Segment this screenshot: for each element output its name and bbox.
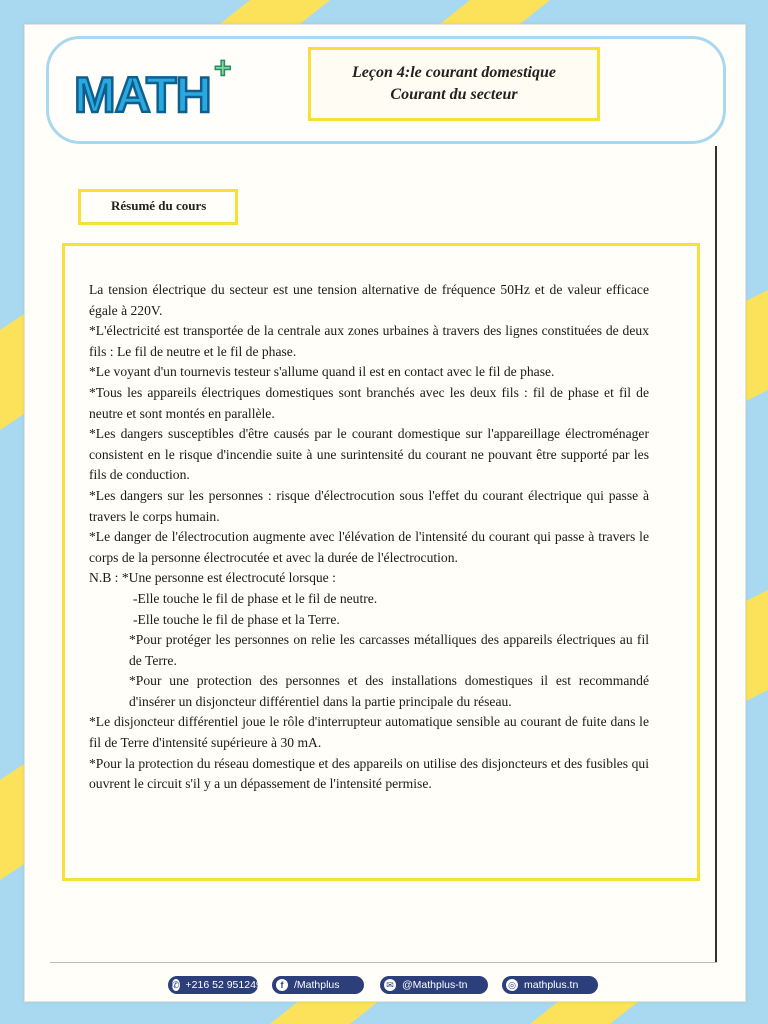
summary-heading-box (78, 189, 238, 225)
paragraph: *Pour une protection des personnes et des installations domestiques il est recommandé d'insérer un disjoncteur différentiel dans la partie principale du réseau. (129, 673, 649, 709)
paragraph: La tension électrique du secteur est une tension alternative de fréquence 50Hz et de valeur efficace égale à 220V. (89, 282, 649, 318)
paragraph: *Les dangers sur les personnes : risque d'électrocution sous l'effet du courant électrique qui passe à travers le corps humain. (89, 487, 649, 524)
paragraph: *Pour la protection du réseau domestique et des appareils on utilise des disjoncteurs et des fusibles qui ouvrent le circuit s'il y a un dépassement de l'intensité permise. (89, 755, 649, 792)
paragraph: *Les dangers susceptibles d'être causés par le courant domestique sur l'appareillage électroménager consistent en le risque d'incendie suite à une surintensité du courant ne pouvant être supporté par les fils de conduction. (89, 426, 649, 483)
paragraph: *L'électricité est transportée de la centrale aux zones urbaines à travers des lignes constituées de deux fils : Le fil de neutre et le fil de phase. (89, 323, 649, 359)
footer-contacts (0, 976, 768, 998)
right-border-line (715, 146, 717, 962)
nb-paragraph: N.B : *Une personne est électrocuté lorsque : (89, 570, 336, 586)
messenger-icon: ✉ (384, 979, 396, 991)
summary-heading: Résumé du cours (111, 198, 207, 213)
phone-number: +216 52 951249 (185, 979, 262, 991)
course-summary-text (89, 280, 649, 795)
paragraph: *Pour protéger les personnes on relie les carcasses métalliques des appareils électriques au fil de Terre. (129, 632, 649, 668)
whatsapp-icon: ✆ (172, 980, 180, 990)
phone-pill[interactable] (168, 976, 262, 994)
paragraph: *Le danger de l'électrocution augmente avec l'élévation de l'intensité du courant qui passe à travers le corps de la personne électrocutée et avec la durée de l'électrocution. (89, 529, 649, 565)
website-pill[interactable] (502, 976, 598, 994)
facebook-icon: f (276, 979, 288, 991)
nb-item: -Elle touche le fil de phase et le fil de neutre. (133, 590, 378, 606)
paragraph: *Tous les appareils électriques domestiques sont branchés avec les deux fils : fil de phase et fil de neutre et sont montés en parallèle. (89, 384, 649, 421)
course-summary-box (62, 243, 700, 881)
paragraph: *Le voyant d'un tournevis testeur s'allume quand il est en contact avec le fil de phase. (89, 364, 555, 380)
math-logo (68, 48, 248, 132)
website-link: mathplus.tn (524, 979, 579, 991)
messenger-pill[interactable] (380, 976, 488, 994)
lesson-title-box (308, 47, 600, 121)
lesson-title: Leçon 4:le courant domestique (352, 64, 556, 81)
facebook-pill[interactable] (272, 976, 364, 994)
facebook-handle: /Mathplus (294, 979, 340, 991)
globe-icon: ◎ (506, 979, 518, 991)
lesson-subtitle: Courant du secteur (390, 86, 518, 103)
logo-plus: + (214, 52, 232, 85)
bottom-divider (50, 962, 717, 963)
logo-text: MATH (74, 67, 211, 123)
messenger-handle: @Mathplus-tn (402, 979, 468, 991)
paragraph: *Le disjoncteur différentiel joue le rôle d'interrupteur automatique sensible au courant de fuite dans le fil de Terre d'intensité supérieure à 30 mA. (89, 714, 649, 751)
nb-item: -Elle touche le fil de phase et la Terre. (133, 611, 340, 627)
